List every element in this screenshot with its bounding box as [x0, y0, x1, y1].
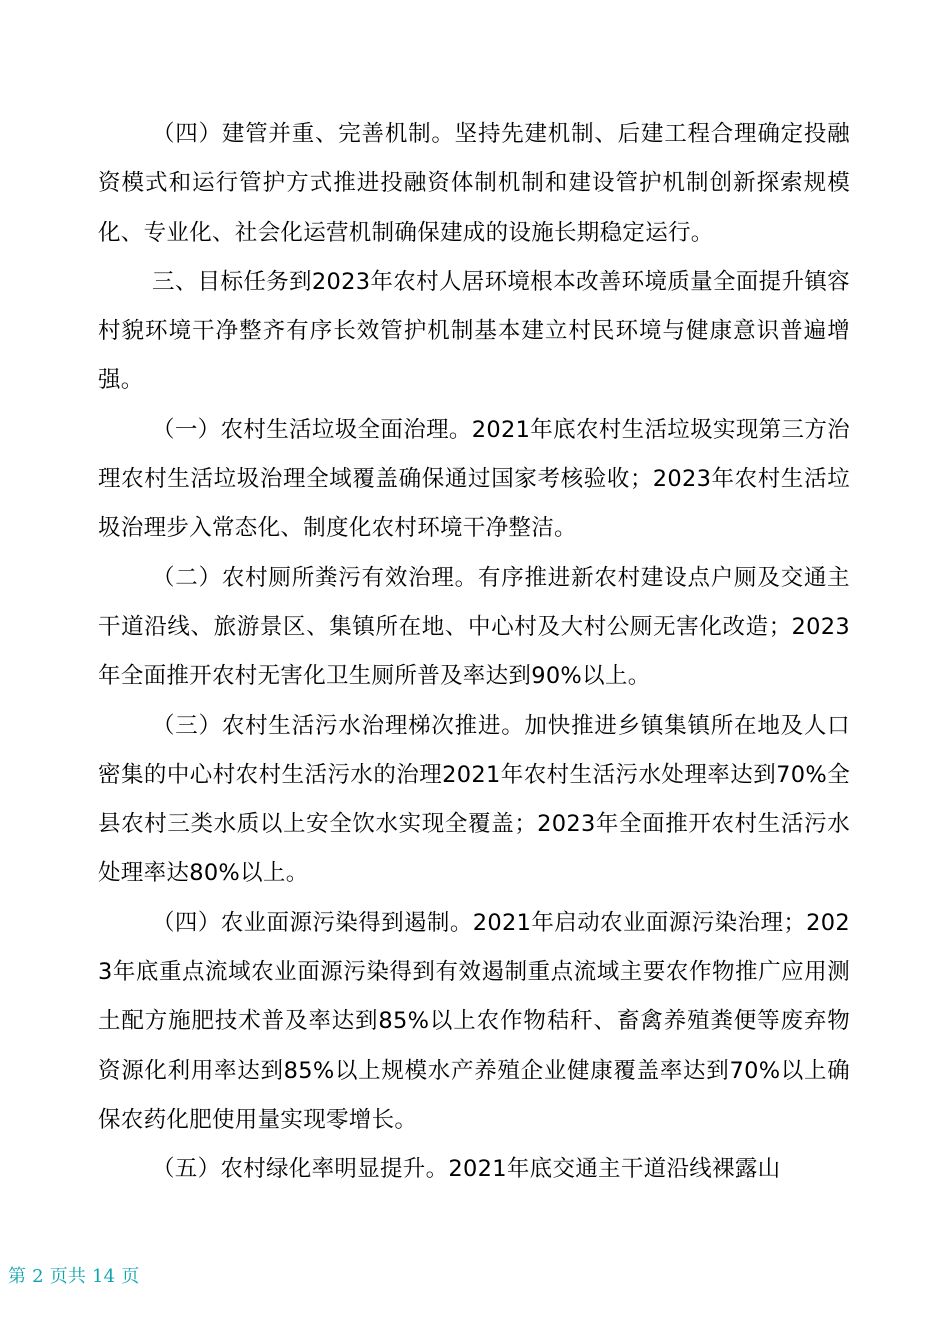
paragraph-toilet-governance: （二）农村厕所粪污有效治理。有序推进新农村建设点户厕及交通主干道沿线、旅游景区、集镇所在地、中心村及大村公厕无害化改造；2023年全面推开农村无害化卫生厕所普及率达到90%以上。 — [98, 564, 850, 690]
paragraph-garbage-governance: （一）农村生活垃圾全面治理。2021年底农村生活垃圾实现第三方治理农村生活垃圾治理全域覆盖确保通过国家考核验收；2023年农村生活垃圾治理步入常态化、制度化农村环境干净整洁。 — [98, 416, 850, 542]
paragraph-greening-rate: （五）农村绿化率明显提升。2021年底交通主干道沿线裸露山 — [152, 1156, 781, 1183]
document-body — [98, 110, 850, 1195]
paragraph-agricultural-pollution: （四）农业面源污染得到遏制。2021年启动农业面源污染治理；2023年底重点流域农业面源污染得到有效遏制重点流域主要农作物推广应用测土配方施肥技术普及率达到85%以上农作物秸秆、畜禽养殖粪便等废弃物资源化利用率达到85%以上规模水产养殖企业健康覆盖率达到70%以上确保农药化肥使用量实现零增长。 — [98, 909, 850, 1133]
page-number-footer: 第 2 页共 14 页 — [8, 1266, 140, 1287]
paragraph-construction-management: （四）建管并重、完善机制。坚持先建机制、后建工程合理确定投融资模式和运行管护方式推进投融资体制机制和建设管护机制创新探索规模化、专业化、社会化运营机制确保建成的设施长期稳定运行。 — [98, 121, 850, 246]
paragraph-goals-tasks: 三、目标任务到2023年农村人居环境根本改善环境质量全面提升镇容村貌环境干净整齐有序长效管护机制基本建立村民环境与健康意识普遍增强。 — [98, 268, 850, 394]
paragraph-sewage-governance: （三）农村生活污水治理梯次推进。加快推进乡镇集镇所在地及人口密集的中心村农村生活污水的治理2021年农村生活污水处理率达到70%全县农村三类水质以上安全饮水实现全覆盖；2023年全面推开农村生活污水处理率达80%以上。 — [98, 712, 850, 887]
